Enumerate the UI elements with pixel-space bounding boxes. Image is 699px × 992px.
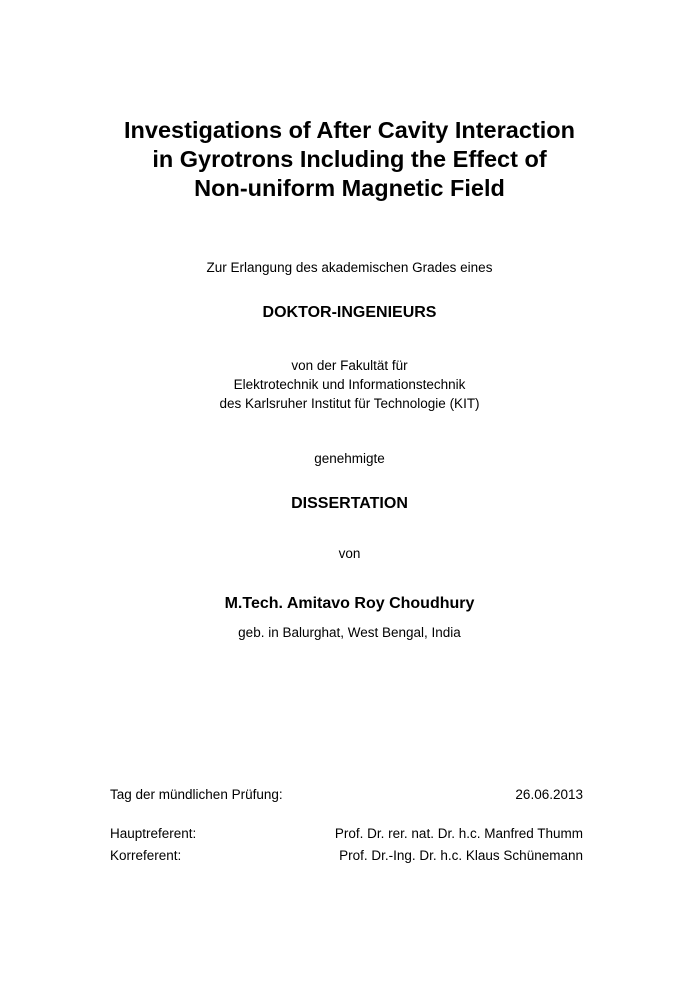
faculty-line: von der Fakultät für xyxy=(291,358,408,373)
title-line: Non-uniform Magnetic Field xyxy=(194,175,505,201)
faculty-line: Elektrotechnik und Informationstechnik xyxy=(233,377,466,392)
birthplace: geb. in Balurghat, West Bengal, India xyxy=(238,625,461,640)
exam-date-label: Tag der mündlichen Prüfung: xyxy=(110,787,283,802)
approved-text: genehmigte xyxy=(314,451,385,466)
title-line: Investigations of After Cavity Interaction xyxy=(124,117,575,143)
referee-row xyxy=(110,826,583,841)
document-type: DISSERTATION xyxy=(291,495,408,512)
faculty-line: des Karlsruher Institut für Technologie (KIT) xyxy=(219,396,480,411)
purpose-text: Zur Erlangung des akademischen Grades eines xyxy=(206,260,493,275)
degree: DOKTOR-INGENIEURS xyxy=(262,304,437,321)
referee-row xyxy=(110,848,583,863)
author-name: M.Tech. Amitavo Roy Choudhury xyxy=(224,595,475,612)
exam-date-row xyxy=(110,787,583,802)
faculty xyxy=(0,356,699,413)
thesis-title xyxy=(0,116,699,203)
exam-date-value: 26.06.2013 xyxy=(515,787,583,802)
title-line: in Gyrotrons Including the Effect of xyxy=(152,146,547,172)
referee-name: Prof. Dr.-Ing. Dr. h.c. Klaus Schünemann xyxy=(339,848,583,863)
referee-label: Hauptreferent: xyxy=(110,826,197,841)
referee-name: Prof. Dr. rer. nat. Dr. h.c. Manfred Thumm xyxy=(334,826,583,841)
referee-label: Korreferent: xyxy=(110,848,182,863)
by-text: von xyxy=(338,546,361,561)
